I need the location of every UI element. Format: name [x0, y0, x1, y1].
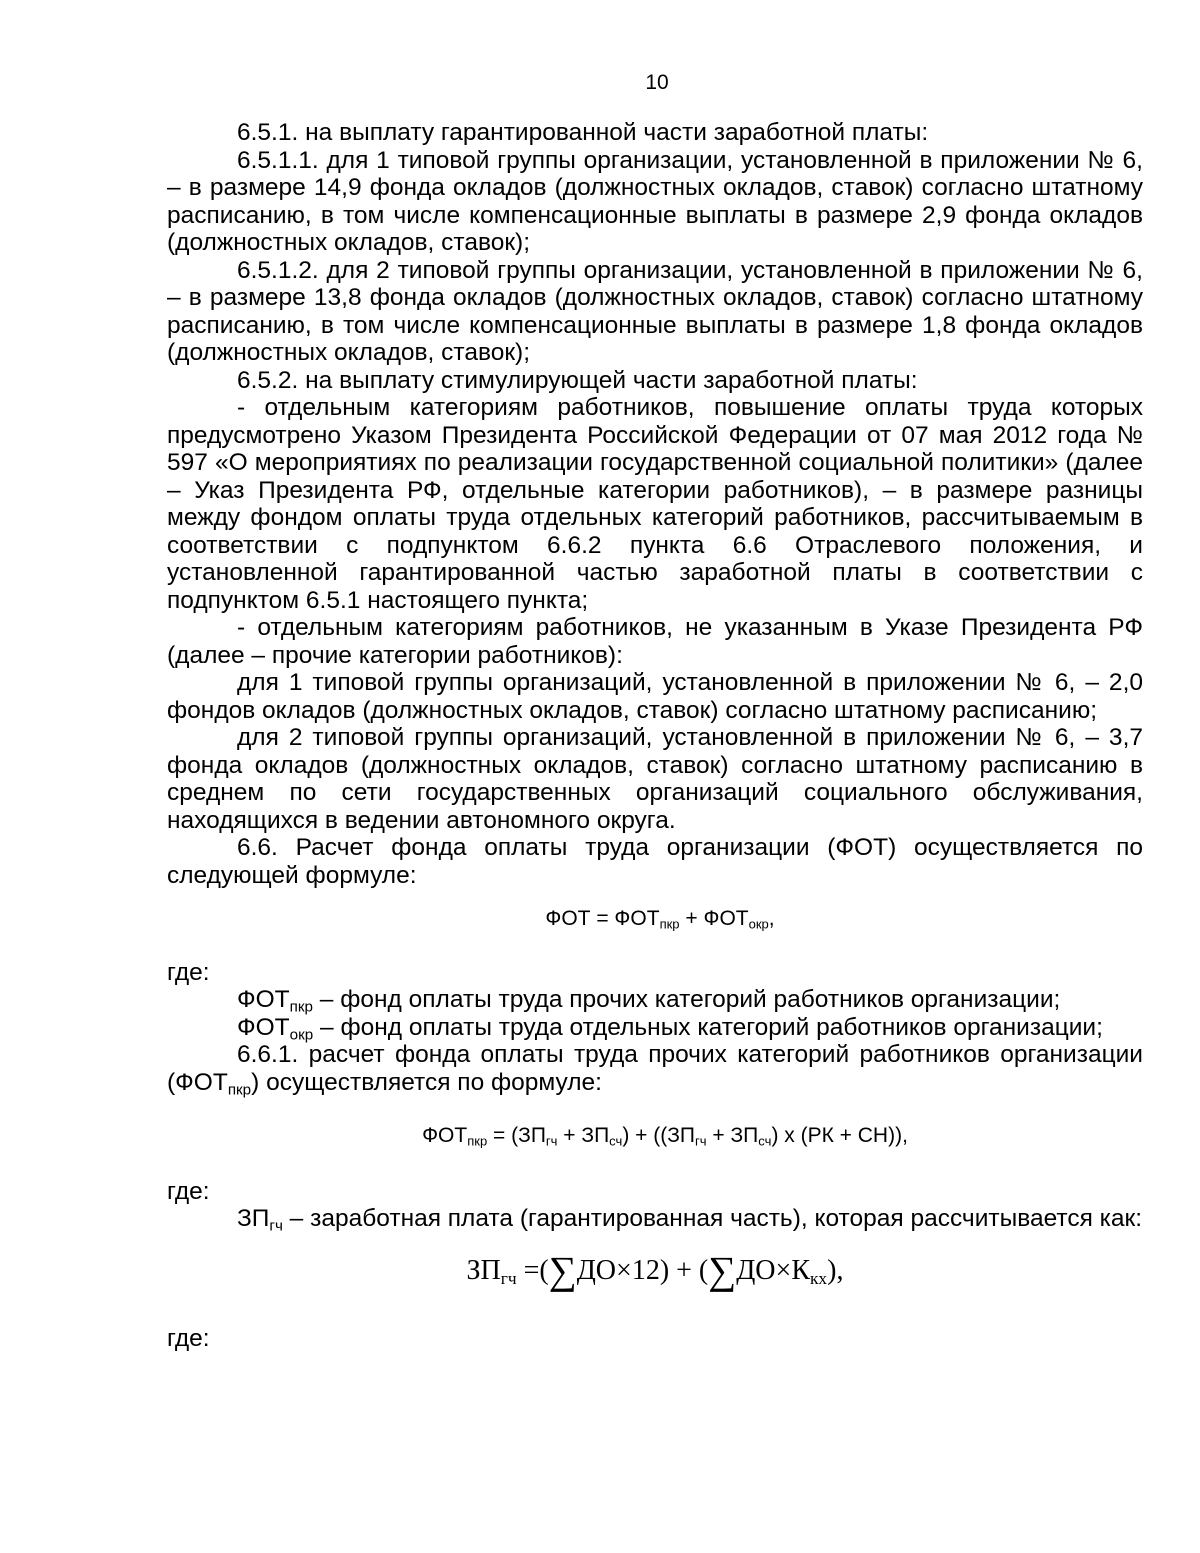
formula-subscript: кх — [810, 1268, 828, 1288]
paragraph-6-5-1-2: 6.5.1.2. для 2 типовой группы организации, установленной в приложении № 6, – в размере 13,8 фонда окладов (должностных окладов, ставок) согласно штатному расписанию, в том числе компенсационные выплаты в размере 1,8 фонда окладов (должностных окладов, ставок); — [167, 256, 1143, 366]
formula-text: =( — [516, 1254, 549, 1286]
def-term: ФОТ — [237, 1013, 290, 1041]
paragraph-6-6-1 — [167, 1041, 1143, 1096]
sum-symbol: ∑ — [548, 1249, 577, 1293]
formula-subscript: пкр — [467, 1133, 488, 1149]
def-term: ЗП — [237, 1205, 270, 1232]
paragraph-group-2: для 2 типовой группы организаций, установленной в приложении № 6, – 3,7 фонда окладов (должностных окладов, ставок) согласно штатному расписанию в среднем по сети государственных организаций социального обслуживания, находящихся в ведении автономного округа. — [167, 724, 1143, 834]
formula-text: ФОТ = ФОТ — [545, 907, 660, 930]
formula-fot-pkr — [167, 1122, 1143, 1150]
paragraph-6-6: 6.6. Расчет фонда оплаты труда организации (ФОТ) осуществляется по следующей формуле: — [167, 834, 1143, 889]
definition-fot-pkr — [167, 986, 1143, 1014]
where-label: где: — [167, 1324, 210, 1352]
formula-text: + ЗП — [706, 1124, 759, 1147]
def-term: ФОТ — [237, 986, 290, 1013]
formula-fot — [167, 905, 1143, 933]
formula-text: + ФОТ — [679, 907, 749, 930]
paragraph-subscript: пкр — [227, 1080, 252, 1098]
formula-subscript: окр — [748, 916, 769, 932]
formula-text: ) х (РК + СН)), — [771, 1124, 908, 1147]
definition-fot-okr — [167, 1014, 1143, 1042]
paragraph-6-5-1-1: 6.5.1.1. для 1 типовой группы организации, установленной в приложении № 6, – в размере 14,9 фонда окладов (должностных окладов, ставок) согласно штатному расписанию, в том числе компенсационные выплаты в размере 2,9 фонда окладов (должностных окладов, ставок); — [167, 146, 1143, 256]
formula-subscript: гч — [695, 1133, 707, 1149]
formula-text: ) + ((ЗП — [622, 1124, 696, 1147]
def-text: – заработная плата (гарантированная часть), которая рассчитывается как: — [282, 1205, 1143, 1232]
def-subscript: гч — [269, 1217, 283, 1235]
where-label: где: — [167, 1177, 210, 1205]
formula-text: ДО×К — [736, 1254, 810, 1286]
formula-text: ), — [827, 1254, 844, 1286]
page-number: 10 — [645, 71, 669, 94]
formula-subscript: сч — [758, 1133, 772, 1149]
paragraph-other-categories: - отдельным категориям работников, не указанным в Указе Президента РФ (далее – прочие категории работников): — [167, 614, 1143, 669]
formula-text: = (ЗП — [487, 1124, 546, 1147]
where-label: где: — [167, 958, 210, 986]
document-body — [167, 119, 1143, 1352]
formula-subscript: пкр — [659, 916, 680, 932]
formula-text: ДО×12) + ( — [576, 1254, 709, 1286]
sum-symbol: ∑ — [708, 1249, 737, 1293]
def-text: – фонд оплаты труда прочих категорий работников организации; — [312, 986, 1061, 1013]
formula-text: + ЗП — [557, 1124, 610, 1147]
formula-text: ЗП — [466, 1254, 501, 1286]
paragraph-6-5-2: 6.5.2. на выплату стимулирующей части заработной платы: — [237, 366, 918, 394]
paragraph-text: 6.6.1. расчет фонда оплаты труда прочих категорий работников организации (ФОТ — [167, 1041, 1143, 1096]
paragraph-text: ) осуществляется по формуле: — [251, 1068, 602, 1096]
def-subscript: пкр — [289, 998, 313, 1016]
paragraph-group-1: для 1 типовой группы организаций, установленной в приложении № 6, – 2,0 фондов окладов (должностных окладов, ставок) согласно штатному расписанию; — [167, 669, 1143, 724]
formula-text: ФОТ — [422, 1124, 468, 1147]
formula-text: , — [768, 907, 775, 930]
formula-subscript: сч — [609, 1133, 623, 1149]
formula-subscript: гч — [500, 1268, 517, 1288]
definition-zp-gch — [167, 1205, 1143, 1233]
formula-zp-gch — [167, 1251, 1143, 1291]
paragraph-6-5-1: 6.5.1. на выплату гарантированной части заработной платы: — [237, 119, 929, 146]
formula-subscript: гч — [545, 1133, 558, 1149]
paragraph-separate-categories: - отдельным категориям работников, повышение оплаты труда которых предусмотрено Указом Президента Российской Федерации от 07 мая 2012 года № 597 «О мероприятиях по реализации государственной социальной политики» (далее – Указ Президента РФ, отдельные категории работников), – в размере разницы между фондом оплаты труда отдельных категорий работников, рассчитываемым в соответствии с подпунктом 6.6.2 пункта 6.6 Отраслевого положения, и установленной гарантированной частью заработной платы в соответствии с подпунктом 6.5.1 настоящего пункта; — [167, 394, 1143, 614]
def-subscript: окр — [289, 1025, 314, 1043]
def-text: – фонд оплаты труда отдельных категорий работников организации; — [313, 1013, 1103, 1041]
